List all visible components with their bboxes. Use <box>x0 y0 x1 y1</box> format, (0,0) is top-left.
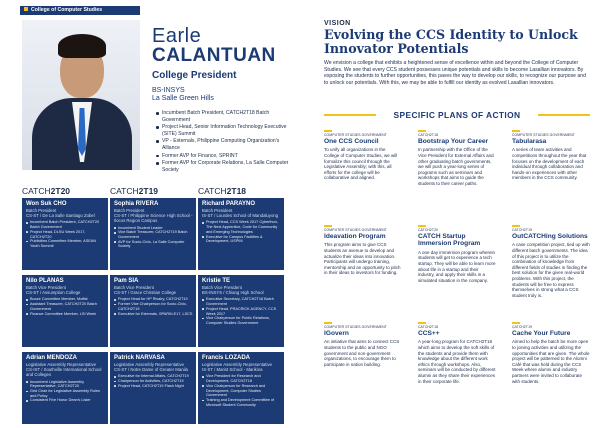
candidate-name: Sophia RIVERA <box>114 201 159 207</box>
candidate-credential-item: Project Head, CATCH2T19 Flash Night <box>114 384 193 389</box>
candidate-position: Batch President <box>26 208 57 213</box>
candidate-credential-item: Finance Committee Member, LSI Week <box>26 312 105 317</box>
plan-accent-bar <box>418 322 426 324</box>
candidate-name: Richard PARAYNO <box>202 201 256 207</box>
plan-title: Bootstrap Your Career <box>418 138 489 145</box>
batch-label-2t18: CATCH2T18 <box>198 186 247 196</box>
plan-accent-bar <box>324 225 332 227</box>
plan-card <box>324 322 402 367</box>
candidate-position: IS-ST / Lourdes School of Mandaluyong <box>202 213 279 219</box>
vision-tag: VISION <box>324 20 351 27</box>
candidate-credential-item: Incumbent Legislative Assembly Representative, CATCH2T20 <box>26 380 105 389</box>
plan-category: CATCH2T18 <box>418 133 439 137</box>
candidate-card <box>198 198 284 270</box>
candidate-credential-item: Vice Chairperson for Public Relations, Computer Studies Government <box>202 316 281 325</box>
plan-category: COMPUTER STUDIES GOVERNMENT <box>324 133 387 137</box>
candidate-info <box>114 278 193 316</box>
candidate-name: Nilo PLANAS <box>26 278 64 284</box>
hero-photo <box>22 20 140 170</box>
plans-header <box>324 110 590 120</box>
plan-accent-bar <box>418 225 426 227</box>
plan-description: A case competition project, tied up with different batch governments. The idea of this project is to utilize the combination of knowledge from different fields of studies in finding the best solution for the given real-world problems. With this project, the students will be free to express themselves in strong what a CCS student truly is. <box>512 242 590 298</box>
plan-card <box>418 130 496 187</box>
plan-description: Aimed to help the batch be more open to joining activities and utilizing the opportunities that are given. The whole project will be patterned to the Alumni Café that was held during the CCS Week where alumni and industry partners were invited to collaborate with students. <box>512 339 590 384</box>
candidate-credential-item: Project Head, PRACRICK AGENCY, CCS Week 2017 <box>202 307 281 316</box>
plan-title: Ideavation Program <box>324 233 386 240</box>
candidate-credentials <box>202 297 281 325</box>
college-tag-label: College of Computer Studies <box>31 7 103 13</box>
candidate-position: Batch President <box>114 208 145 213</box>
plan-category: CATCH2T19 <box>512 325 533 329</box>
plan-accent-bar <box>512 225 520 227</box>
candidate-credential-item: Executive Secretary, CATCH2T18 Batch Government <box>202 297 281 306</box>
candidate-credential-item: Assistant Treasurer, CATCH2T20 Batch Government <box>26 302 105 311</box>
vision-body: We envision a college that exhibits a heightened sense of excellence within and beyond the College of Computer Studies. We see that every CCS student possesses unique potentials and skills to become Lasallian innovators. By exposing the students to further opportunities, this paves the way to develop our skills, to recognize our purpose and to unlock our potentials. With this, we may be able to fulfill our identity as evolved Lasallian innovators. <box>324 60 586 86</box>
candidate-card <box>110 275 196 347</box>
plan-description: An initiative that aims to connect CCS students to the public and NGO government and non-government organizations, to encourage them to participate in nation building. <box>324 339 400 367</box>
candidate-credential-item: Project Head for HP Rivalry, CATCH2T19 <box>114 297 193 302</box>
hero-campus: La Salle Green Hills <box>152 95 214 102</box>
candidate-info <box>26 355 105 403</box>
candidate-credential-item: Vice President for Research and Development, CATCH2T18 <box>202 374 281 383</box>
plan-title: OutCATCHing Solutions <box>512 233 588 240</box>
plan-card <box>512 322 590 384</box>
candidate-credential-item: Publicities Committee Member, ASEAN Youth Summit <box>26 239 105 248</box>
candidate-credentials <box>114 374 193 388</box>
candidate-position: Batch Vice President <box>114 285 154 290</box>
plan-accent-bar <box>324 322 332 324</box>
candidate-card <box>22 352 108 424</box>
candidate-position: CS-ST / Assumption College <box>26 290 81 296</box>
candidate-position: IS-ST / Marist School - Marikina <box>202 367 263 373</box>
candidate-credential-item: Executive for Externals, SPARKLE17, LSCS <box>114 312 193 317</box>
plan-card <box>324 130 402 181</box>
candidate-credential-item: Former Vice Chairperson for Socio-Civic, CATCH2T19 <box>114 302 193 311</box>
plan-card <box>324 225 402 276</box>
college-tag <box>20 6 140 15</box>
candidate-name: Won Suk CHO <box>26 201 67 207</box>
candidate-credential-item: Consistent Five Honor Dean's Lister <box>26 398 105 403</box>
candidate-name: Adrian MENDOZA <box>26 355 77 361</box>
batch-label-2t20: CATCH2T20 <box>22 186 71 196</box>
batch-label-2t19: CATCH2T19 <box>110 186 159 196</box>
plan-description: A one day immersion program wherein students will get to experience a tech startup. They will be able to learn more about life in a startup and their industry, and apply their skills in a simulated situation in the company. <box>418 249 496 283</box>
candidate-position: CS-ST / Philippine Science High School - Ilocos Region Campus <box>114 213 193 224</box>
candidate-position: Batch Vice President <box>202 285 242 290</box>
hero-last-name: CALANTUAN <box>152 45 276 66</box>
candidate-name: Francis LOZADA <box>202 355 251 361</box>
right-page <box>302 0 600 428</box>
plans-divider-right <box>538 114 590 116</box>
plan-card <box>418 225 496 283</box>
candidate-credential-item: Incumbent Batch President, CATCH2T20 Batch Government <box>26 220 105 229</box>
candidate-name: Pam SIA <box>114 278 139 284</box>
candidate-info <box>202 201 281 244</box>
hero-credentials <box>156 110 296 174</box>
plan-description: In partnership with the Office of the Vice President for External Affairs and other graduating batch governments, we will push a year-long series of programs such as seminars and workshops that aims to guide the students to their career paths. <box>418 147 494 186</box>
plan-category: COMPUTER STUDIES GOVERNMENT <box>324 325 387 329</box>
candidate-card <box>198 275 284 347</box>
candidate-card <box>22 275 108 347</box>
candidate-name: Patrick NARVASA <box>114 355 165 361</box>
candidate-credentials <box>202 374 281 407</box>
candidate-info <box>202 278 281 326</box>
candidate-credentials <box>26 297 105 316</box>
credential-item: VP - Externals, Philippine Computing Organization's Alliance <box>156 138 296 151</box>
candidate-credentials <box>26 380 105 404</box>
candidate-position: Batch President <box>202 208 233 213</box>
credential-item: Incumbent Batch President, CATCH2T18 Batch Government <box>156 110 296 123</box>
plan-card <box>512 130 590 181</box>
candidate-card <box>22 198 108 270</box>
plan-card <box>418 322 496 384</box>
hero-position: College President <box>152 70 237 81</box>
plan-category: COMPUTER STUDIES GOVERNMENT <box>512 133 575 137</box>
plan-accent-bar <box>324 130 332 132</box>
candidate-position: CS-ST / De La Salle Santiago Zobel <box>26 213 95 219</box>
plan-title: CATCH Startup Immersion Program <box>418 233 481 248</box>
plan-title: Tabularasa <box>512 138 547 145</box>
candidate-position: CS-ST / Grace Christian College <box>114 290 177 296</box>
candidate-info <box>202 355 281 407</box>
candidate-info <box>114 355 193 389</box>
candidate-credentials <box>114 226 193 250</box>
plans-divider-left <box>324 114 376 116</box>
left-page <box>0 0 298 428</box>
candidate-position: CS-IST / Southville International School and Colleges <box>26 367 102 378</box>
candidate-info <box>26 278 105 316</box>
plan-accent-bar <box>512 322 520 324</box>
tag-bullet-icon <box>24 7 28 11</box>
candidate-credential-item: Training and Development Committee of Microsoft Student Community <box>202 398 281 407</box>
plan-title: Cache Your Future <box>512 330 571 337</box>
candidate-position: BS-INSYS / Chiang High School <box>202 290 264 296</box>
credential-item: Project Head, Senior Information Technology Executive (SITE) Summit <box>156 124 296 137</box>
plan-category: CATCH2T19 <box>512 228 533 232</box>
candidate-position: Legislative Assembly Representative <box>114 362 184 367</box>
plan-description: A year-long program for CATCH2T18 which aims to develop the soft skills of the students and provide them with knowledge about the different work ethics through workshops. Also, seminars will be conducted by different alumni as they share their experiences in their corporate life. <box>418 339 496 384</box>
candidate-credential-item: Incumbent Student Leader <box>114 226 193 231</box>
candidate-credential-item: Executive for Campus Facilities & Development, USPIM <box>202 235 281 244</box>
candidate-card <box>110 352 196 424</box>
candidate-info <box>114 201 193 249</box>
credential-item: Former AVP for Corporate Relations, La Salle Computer Society <box>156 160 296 173</box>
candidate-position: CS-ST / Notre Dame of Greater Manila <box>114 367 188 373</box>
plan-description: This program aims to give CCS students an avenue to develop and actualize their ideas into innovation. Participants will undergo training, mentorship and an opportunity to pitch in their ideas to investors for funding. <box>324 242 401 276</box>
candidate-card <box>110 198 196 270</box>
plan-description: A series of team activities and competitions throughout the year that focuses on the development of each individual through collaboration and hands-on experiences with other members in the CCS community. <box>512 147 587 181</box>
candidate-credential-item: Vice Batch Treasurer, CATCH2T19 Batch Government <box>114 230 193 239</box>
candidate-card <box>198 352 284 424</box>
plan-card <box>512 225 590 298</box>
hero-course: BS-INSYS <box>152 87 185 94</box>
candidate-name: Kristie TE <box>202 278 231 284</box>
candidate-info <box>26 201 105 249</box>
plan-category: CATCH2T18 <box>418 325 439 329</box>
credential-item: Former AVP for Finance, SPRINT <box>156 153 296 160</box>
candidate-credential-item: Chairperson for Activities, CATCH2T19 <box>114 379 193 384</box>
candidate-position: Legislative Assembly Representative <box>202 362 272 367</box>
plan-category: CATCH2T20 <box>418 228 439 232</box>
plan-title: One CCS Council <box>324 138 379 145</box>
candidate-credential-item: Executive for Internal Affairs, CATCH2T19 <box>114 374 193 379</box>
candidate-credentials <box>114 297 193 316</box>
plan-category: COMPUTER STUDIES GOVERNMENT <box>324 228 387 232</box>
candidate-credential-item: Project Head, DLSU Week 2017, CATCH2T20 <box>26 230 105 239</box>
plan-accent-bar <box>512 130 520 132</box>
candidate-position: Legislative Assembly Representative <box>26 362 96 367</box>
plan-title: CCS++ <box>418 330 440 337</box>
candidate-credential-item: Grid Chair for Legislative Assembly Rules and Policy <box>26 389 105 398</box>
candidate-credential-item: Booze Committee Member, Moffat <box>26 297 105 302</box>
candidate-position: Batch Vice President <box>26 285 66 290</box>
plan-accent-bar <box>418 130 426 132</box>
candidate-credentials <box>26 220 105 248</box>
plan-title: IGovern <box>324 330 349 337</box>
candidate-credential-item: Vice Chairperson for Research and Development, Computer Studies Government <box>202 384 281 398</box>
plans-title: SPECIFIC PLANS OF ACTION <box>393 110 521 120</box>
vision-title: Evolving the CCS Identity to Unlock Innovator Potentials <box>324 27 578 56</box>
candidate-credential-item: Project Head, CCS Week 2017 Cyberthon, The Next Apprentice, Code for Community and Emerging Technologies <box>202 220 281 234</box>
hero-first-name: Earle <box>152 25 202 47</box>
plan-description: To unify all organizations in the College of Computer Studies, we will formalize this council through the Legislative Assembly; with this, all efforts for the college will be collaborative and aligned. <box>324 147 398 181</box>
candidate-credential-item: AVP for Socio-Civic, La Salle Computer Society <box>114 240 193 249</box>
candidate-credentials <box>202 220 281 244</box>
